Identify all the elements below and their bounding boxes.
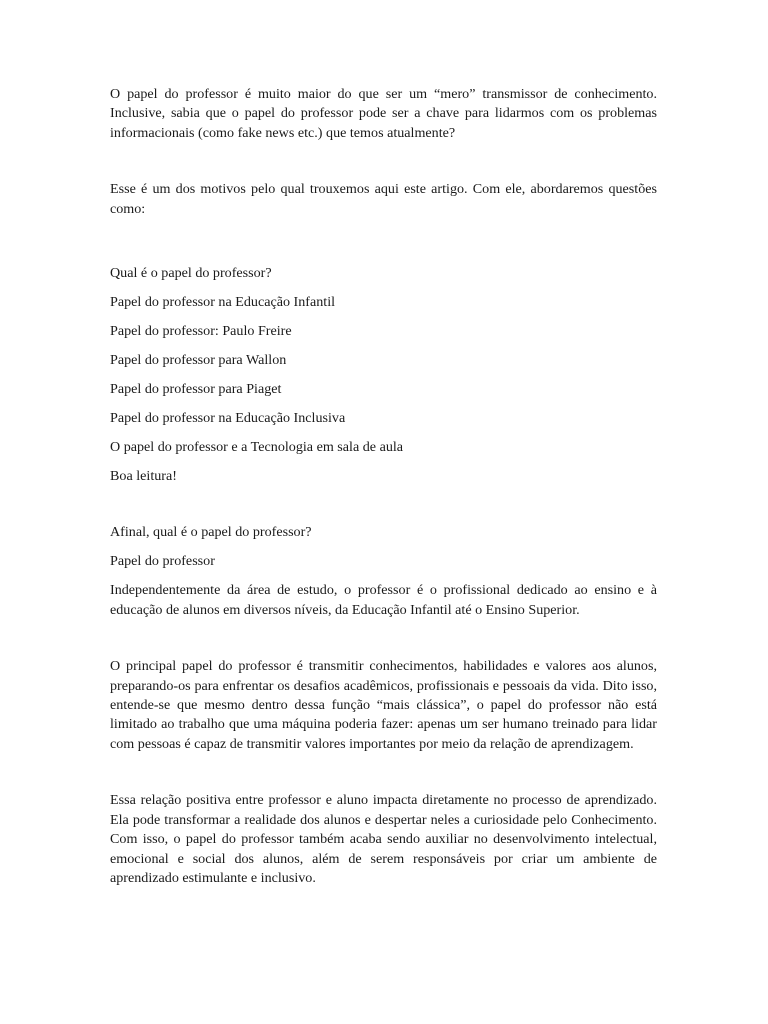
closing-line: Boa leitura! bbox=[110, 468, 177, 485]
section-paragraph: O principal papel do professor é transmitir conhecimentos, habilidades e valores aos alunos, preparando-os para enfrentar os desafios acadêmicos, profissionais e pessoais da vida. Dito isso, entende-se que mesmo dentro dessa função “mais clássica”, o papel do professor não está limitado ao trabalho que uma máquina poderia fazer: apenas um ser humano treinado para lidar com pessoas é capaz de transmitir valores importantes por meio da relação de aprendizagem. bbox=[110, 658, 657, 752]
topic-item: Papel do professor na Educação Infantil bbox=[110, 294, 336, 311]
section-subheading: Papel do professor bbox=[110, 553, 215, 570]
topics-list bbox=[110, 264, 657, 486]
topic-item: O papel do professor e a Tecnologia em sala de aula bbox=[110, 439, 404, 456]
topic-item: Qual é o papel do professor? bbox=[110, 265, 272, 282]
topic-item: Papel do professor para Wallon bbox=[110, 352, 287, 369]
motivation-paragraph: Esse é um dos motivos pelo qual trouxemos aqui este artigo. Com ele, abordaremos questões como: bbox=[110, 181, 657, 217]
section-paragraph: Independentemente da área de estudo, o professor é o profissional dedicado ao ensino e à educação de alunos em diversos níveis, da Educação Infantil até o Ensino Superior. bbox=[110, 582, 657, 618]
topic-item: Papel do professor: Paulo Freire bbox=[110, 323, 292, 340]
section-paragraph: Essa relação positiva entre professor e aluno impacta diretamente no processo de aprendizado. Ela pode transformar a realidade dos alunos e despertar neles a curiosidade pelo Conhecimento. Com isso, o papel do professor também acaba sendo auxiliar no desenvolvimento intelectual, emocional e social dos alunos, além de serem responsáveis por criar um ambiente de aprendizado estimulante e inclusivo. bbox=[110, 792, 657, 886]
intro-paragraph: O papel do professor é muito maior do que ser um “mero” transmissor de conhecimento. Inclusive, sabia que o papel do professor pode ser a chave para lidarmos com os problemas informacionais (como fake news etc.) que temos atualmente? bbox=[110, 86, 657, 141]
document-page bbox=[110, 85, 657, 888]
topic-item: Papel do professor para Piaget bbox=[110, 381, 282, 398]
section-heading: Afinal, qual é o papel do professor? bbox=[110, 524, 312, 541]
topic-item: Papel do professor na Educação Inclusiva bbox=[110, 410, 346, 427]
